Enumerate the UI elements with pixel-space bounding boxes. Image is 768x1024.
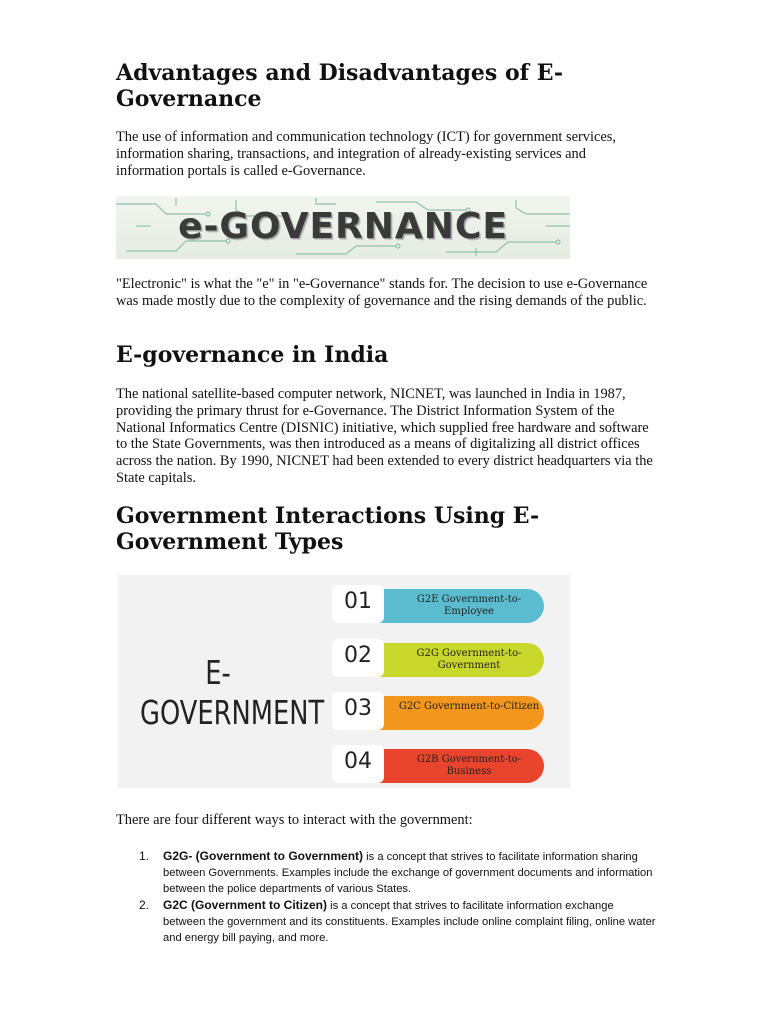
india-paragraph: The national satellite-based computer network, NICNET, was launched in India in 1987, providing the primary thrust for e-Governance. The District Information System of the National Informatics Centre (DISNIC) initiative, which supplied free hardware and software to the State Governments, was then introduced as a means of digitalizing all district offices across the nation. By 1990, NICNET had been extended to every district headquarters via the State capitals. (116, 386, 653, 486)
intro-paragraph: The use of information and communication technology (ICT) for government services, information sharing, transactions, and integration of already-existing services and information portals is called e-Governance. (116, 129, 616, 179)
infographic-title: E-GOVERNMENT (140, 653, 325, 732)
electronic-paragraph: "Electronic" is what the "e" in "e-Governance" stands for. The decision to use e-Governance was made mostly due to the complexity of governance and the rising demands of the public. (116, 276, 648, 309)
list-item (136, 897, 656, 946)
infographic-item-g2g (332, 643, 544, 677)
item-number: 02 (332, 639, 384, 677)
item-label: G2B Government-to-Business (416, 754, 522, 777)
item-pill (362, 589, 544, 623)
item-pill (362, 643, 544, 677)
list-item-text: is a concept that strives to facilitate information sharing between Governments. Examples include the exchange of government documents and information between the police departments of various States. (163, 851, 653, 895)
infographic-item-g2b (332, 749, 544, 783)
item-label: G2E Government-to-Employee (416, 594, 522, 617)
list-item-text: is a concept that strives to facilitate information exchange between the government and its constituents. Examples include online complaint filing, online water and energy bill paying, and more. (163, 900, 656, 944)
interaction-types-list (136, 848, 656, 946)
section-heading-india: E-governance in India (116, 342, 389, 368)
ways-intro-paragraph: There are four different ways to interact with the government: (116, 812, 473, 828)
infographic-item-g2e (332, 589, 544, 623)
item-pill (362, 749, 544, 783)
e-government-infographic (118, 575, 570, 788)
list-item-term: G2G- (Government to Government) (163, 849, 364, 863)
infographic-item-g2c (332, 696, 544, 730)
section-heading-interactions: Government Interactions Using E-Government Types (116, 503, 540, 555)
item-label: G2G Government-to-Government (416, 648, 522, 671)
item-label: G2C Government-to-Citizen (398, 701, 540, 712)
item-number: 04 (332, 745, 384, 783)
banner-title: e-GOVERNANCE (178, 206, 508, 247)
list-item-number: 1. (139, 849, 150, 863)
e-governance-banner-image (116, 196, 570, 259)
item-pill (362, 696, 544, 730)
page-title: Advantages and Disadvantages of E-Governance (116, 60, 564, 112)
item-number: 01 (332, 585, 384, 623)
list-item (136, 848, 656, 897)
item-number: 03 (332, 692, 384, 730)
list-item-number: 2. (139, 898, 150, 912)
list-item-term: G2C (Government to Citizen) (163, 898, 328, 912)
